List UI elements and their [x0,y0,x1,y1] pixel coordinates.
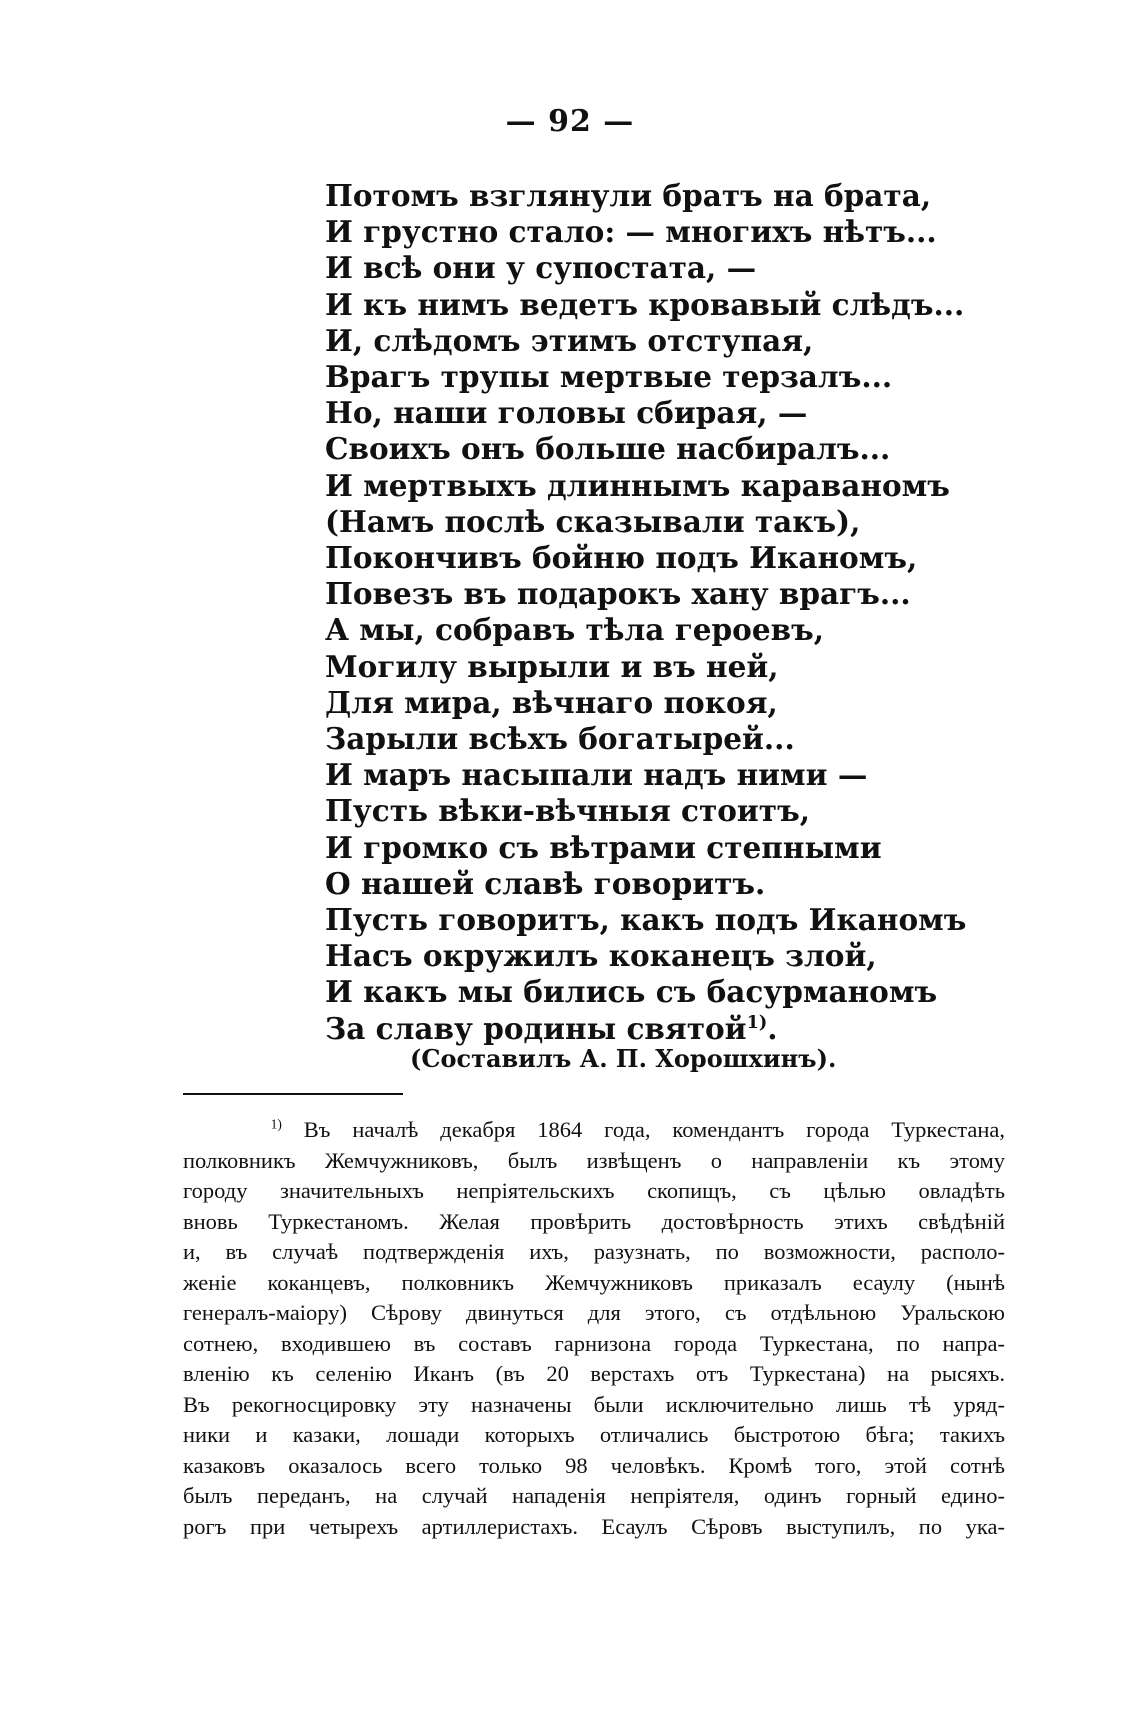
poem-last-line [325,1011,945,1047]
footnote-line: женіе коканцевъ, полковникъ Жемчужниковъ приказалъ есаулу (нынѣ [183,1269,1005,1295]
poem-attribution: (Составилъ А. П. Хорошхинъ). [410,1044,837,1073]
footnote-line: сотнею, входившею въ составъ гарнизона города Туркестана, по напра- [183,1330,1005,1356]
poem-line: Зарыли всѣхъ богатырей... [325,721,795,757]
footnote-line: былъ переданъ, на случай нападенія непріятеля, одинъ горный едино- [183,1483,1005,1508]
poem-line: Могилу вырыли и въ ней, [325,648,779,684]
poem-line: (Намъ послѣ сказывали такъ), [325,503,861,539]
footnote-line: и, въ случаѣ подтвержденія ихъ, разузнать, по возможности, располо- [183,1239,1005,1264]
footnote-line: вленію къ селенію Иканъ (въ 20 верстахъ отъ Туркестана) на рысяхъ. [183,1361,1005,1386]
footnote-line: генералъ-маіору) Сѣрову двинуться для этого, съ отдѣльною Уральскою [183,1300,1005,1325]
poem-line: И грустно стало: — многихъ нѣтъ... [325,214,937,250]
poem-line-end: . [767,1010,778,1046]
footnote-line [183,1115,1005,1146]
footnote-line: вновь Туркестаномъ. Желая провѣрить достовѣрность этихъ свѣдѣній [183,1208,1005,1234]
footnote-line: казаковъ оказалось всего только 98 человѣкъ. Кромѣ того, этой сотнѣ [183,1452,1005,1478]
footnote-reference: 1) [746,1011,768,1033]
poem-line: Но, наши головы сбирая, — [325,395,808,431]
poem-line: И мертвыхъ длиннымъ караваномъ [325,467,950,503]
footnote-separator [183,1093,403,1095]
poem-line: Врагъ трупы мертвые терзалъ... [325,359,893,395]
poem-line: О нашей славѣ говоритъ. [325,865,766,901]
poem-line: Насъ окружилъ коканецъ злой, [325,938,877,974]
poem-line: Для мира, вѣчнаго покоя, [325,684,778,720]
page-number: — 92 — [505,104,635,139]
poem-line-text: За славу родины святой [325,1010,747,1046]
poem-line: Покончивъ бойню подъ Иканомъ, [325,540,918,576]
footnote-line: Въ рекогносцировку эту назначены были исключительно лишь тѣ уряд- [183,1391,1005,1417]
poem-line: Своихъ онъ больше насбиралъ... [325,431,891,467]
poem-line: И всѣ они у супостата, — [325,250,757,286]
poem-line: И, слѣдомъ этимъ отступая, [325,322,814,358]
poem [325,178,967,1047]
footnote-line: полковникъ Жемчужниковъ, былъ извѣщенъ о направленіи къ этому [183,1147,1005,1173]
poem-line: А мы, собравъ тѣла героевъ, [325,612,825,648]
footnote-line: ники и казаки, лошади которыхъ отличались быстротою бѣга; такихъ [183,1422,1005,1447]
poem-line: Пусть вѣки-вѣчныя стоитъ, [325,793,810,829]
footnote-line-text: Въ началѣ декабря 1864 года, комендантъ города Туркестана, [303,1117,1006,1142]
footnote-line: рогъ при четырехъ артиллеристахъ. Есаулъ Сѣровъ выступилъ, по ука- [183,1513,1005,1539]
poem-line: И къ нимъ ведетъ кровавый слѣдъ... [325,286,965,322]
poem-line: Пусть говоритъ, какъ подъ Иканомъ [325,902,967,938]
poem-line: И громко съ вѣтрами степными [325,829,882,865]
poem-line: И какъ мы бились съ басурманомъ [325,974,938,1010]
footnote-marker: 1) [270,1116,282,1132]
poem-line: И маръ насыпали надъ ними — [325,757,868,793]
footnote-line: городу значительныхъ непріятельскихъ скопищъ, съ цѣлью овладѣть [183,1178,1005,1203]
footnote [183,1115,1005,1542]
poem-line: Повезъ въ подарокъ хану врагъ... [325,576,911,612]
poem-line: Потомъ взглянули братъ на брата, [325,178,932,213]
